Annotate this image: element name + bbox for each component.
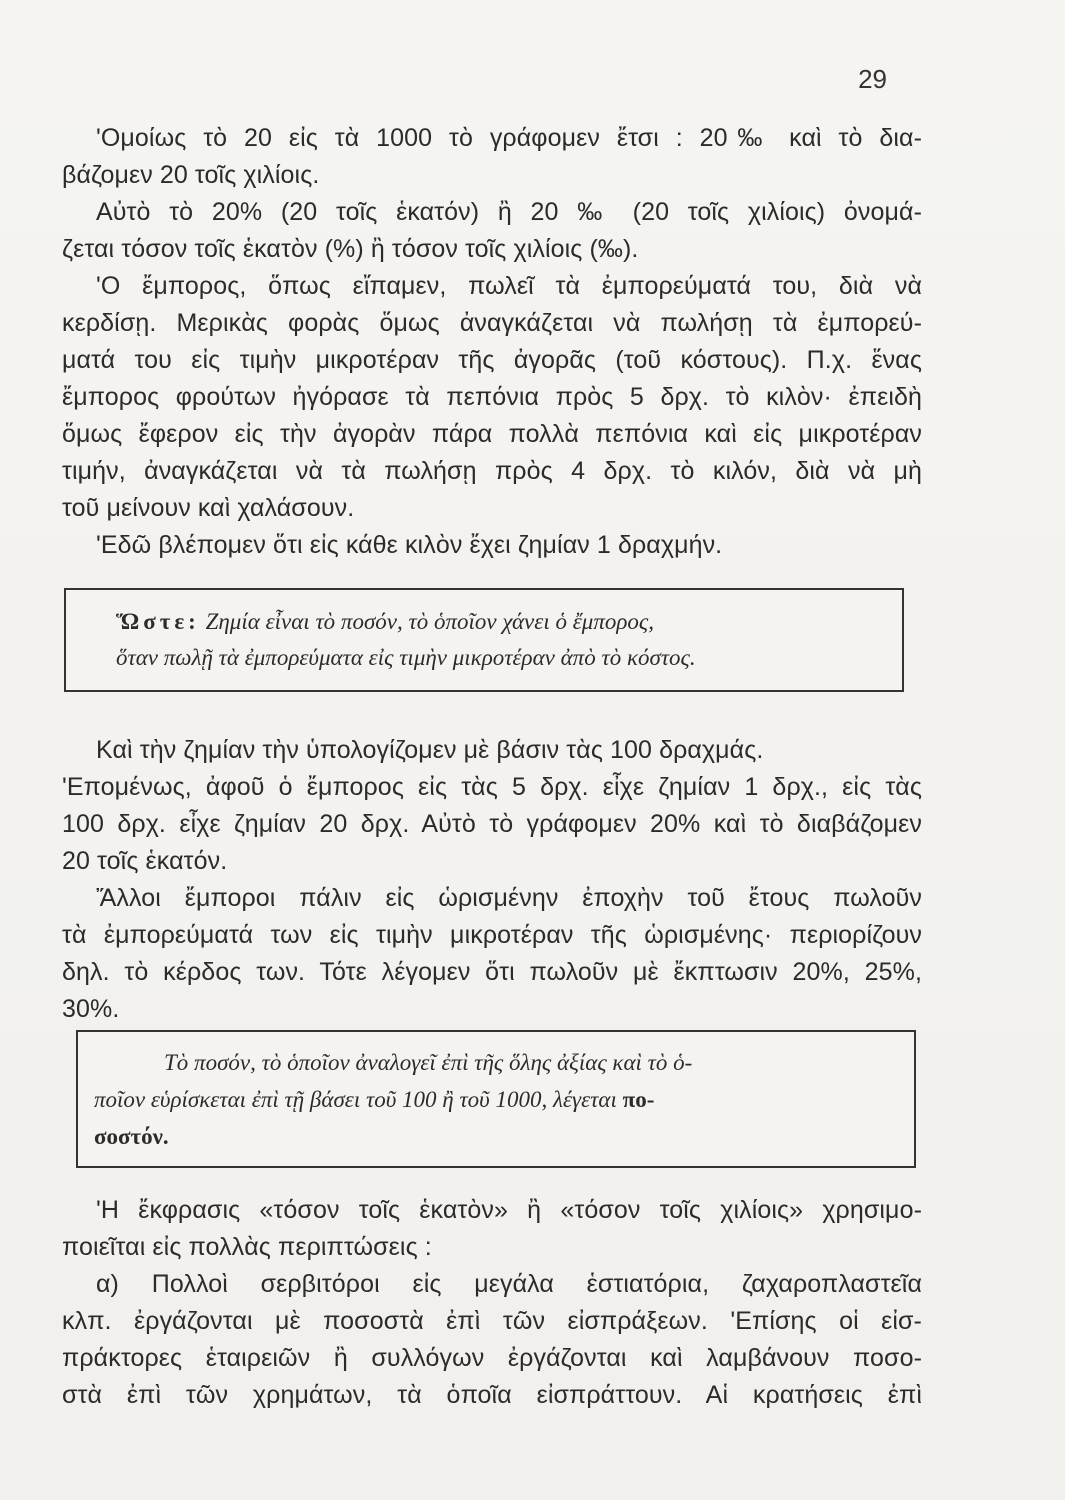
text-block-middle [62,732,922,1028]
definition-text: ποῖον εὑρίσκεται ἐπὶ τῇ βάσει τοῦ 100 ἢ τοῦ 1000, λέγεται [94,1087,623,1112]
text-line: τὰ ἐμπορεύματά των εἰς τιμὴν μικροτέραν τῆς ὡρισμένης· περιορίζουν [62,921,922,949]
text-line: ζεται τόσον τοῖς ἑκατὸν (%) ἢ τόσον τοῖς χιλίοις (‰). [62,235,639,263]
definition-lead: Ὥστε: [116,609,200,634]
definition-term: σοστόν. [94,1124,169,1149]
text-line: Αὐτὸ τὸ 20% (20 τοῖς ἑκατόν) ἢ 20 ‰ (20 τοῖς χιλίοις) ὀνομά- [96,198,922,226]
definition-term: πο- [622,1087,655,1112]
text-line: τιμήν, ἀναγκάζεται νὰ τὰ πωλήσῃ πρὸς 4 δρχ. τὸ κιλόν, διὰ νὰ μὴ [62,457,922,485]
text-line: τοῦ μείνουν καὶ χαλάσουν. [62,494,355,522]
definition-line [116,604,890,640]
text-line: ὅμως ἔφερον εἰς τὴν ἀγορὰν πάρα πολλὰ πεπόνια καὶ εἰς μικροτέραν [62,420,922,448]
definition-line [94,1081,898,1118]
text-block-bottom [62,1192,922,1414]
text-line: 'Η ἔκφρασις «τόσον τοῖς ἑκατὸν» ἢ «τόσον τοῖς χιλίοις» χρησιμο- [96,1196,922,1224]
definition-line: ὅταν πωλῇ τὰ ἐμπορεύματα εἰς τιμὴν μικροτέραν ἀπὸ τὸ κόστος. [116,645,696,670]
text-line: 30%. [62,995,120,1023]
definition-text: Ζημία εἶναι τὸ ποσόν, τὸ ὁποῖον χάνει ὁ ἔμπορος, [199,609,654,634]
text-line: πράκτορες ἑταιρειῶν ἢ συλλόγων ἐργάζονται καὶ λαμβάνουν ποσο- [62,1344,922,1372]
definition-box-percentage [76,1030,916,1168]
text-line: στὰ ἐπὶ τῶν χρημάτων, τὰ ὁποῖα εἰσπράττουν. Αἱ κρατήσεις ἐπὶ [62,1381,922,1409]
text-line: βάζομεν 20 τοῖς χιλίοις. [62,161,320,189]
text-line: ματά του εἰς τιμὴν μικροτέραν τῆς ἀγορᾶς (τοῦ κόστους). Π.χ. ἕνας [62,346,922,374]
text-line: ποιεῖται εἰς πολλὰς περιπτώσεις : [62,1233,432,1261]
text-line: 'Επομένως, ἀφοῦ ὁ ἔμπορος εἰς τὰς 5 δρχ. εἶχε ζημίαν 1 δρχ., εἰς τὰς [62,773,922,801]
definition-line: Τὸ ποσόν, τὸ ὁποῖον ἀναλογεῖ ἐπὶ τῆς ὅλης ἀξίας καὶ τὸ ὁ- [164,1050,693,1075]
text-line: Καὶ τὴν ζημίαν τὴν ὑπολογίζομεν μὲ βάσιν τὰς 100 δραχμάς. [96,736,764,764]
text-line: 'Εδῶ βλέπομεν ὅτι εἰς κάθε κιλὸν ἔχει ζημίαν 1 δραχμήν. [96,531,723,559]
text-line: ἔμπορος φρούτων ἠγόρασε τὰ πεπόνια πρὸς 5 δρχ. τὸ κιλὸν· ἐπειδὴ [62,383,922,411]
text-line: 20 τοῖς ἑκατόν. [62,847,228,875]
definition-box-loss [64,588,904,692]
text-line: κερδίσῃ. Μερικὰς φορὰς ὅμως ἀναγκάζεται νὰ πωλήσῃ τὰ ἐμπορεύ- [62,309,922,337]
text-line: 'Ομοίως τὸ 20 εἰς τὰ 1000 τὸ γράφομεν ἔτσι : 20‰ καὶ τὸ δια- [96,124,922,152]
page-number: 29 [858,64,887,94]
text-line: 'Ο ἔμπορος, ὅπως εἴπαμεν, πωλεῖ τὰ ἐμπορεύματά του, διὰ νὰ [96,272,922,300]
text-line: α) Πολλοὶ σερβιτόροι εἰς μεγάλα ἑστιατόρια, ζαχαροπλαστεῖα [96,1270,922,1298]
text-line: 100 δρχ. εἶχε ζημίαν 20 δρχ. Αὐτὸ τὸ γράφομεν 20% καὶ τὸ διαβάζομεν [62,810,922,838]
text-block-top [62,120,922,564]
text-line: δηλ. τὸ κέρδος των. Τότε λέγομεν ὅτι πωλοῦν μὲ ἔκπτωσιν 20%, 25%, [62,958,922,986]
text-line: κλπ. ἐργάζονται μὲ ποσοστὰ ἐπὶ τῶν εἰσπράξεων. 'Επίσης οἱ εἰσ- [62,1307,922,1335]
text-line: Ἄλλοι ἔμποροι πάλιν εἰς ὡρισμένην ἐποχὴν τοῦ ἔτους πωλοῦν [96,884,922,912]
